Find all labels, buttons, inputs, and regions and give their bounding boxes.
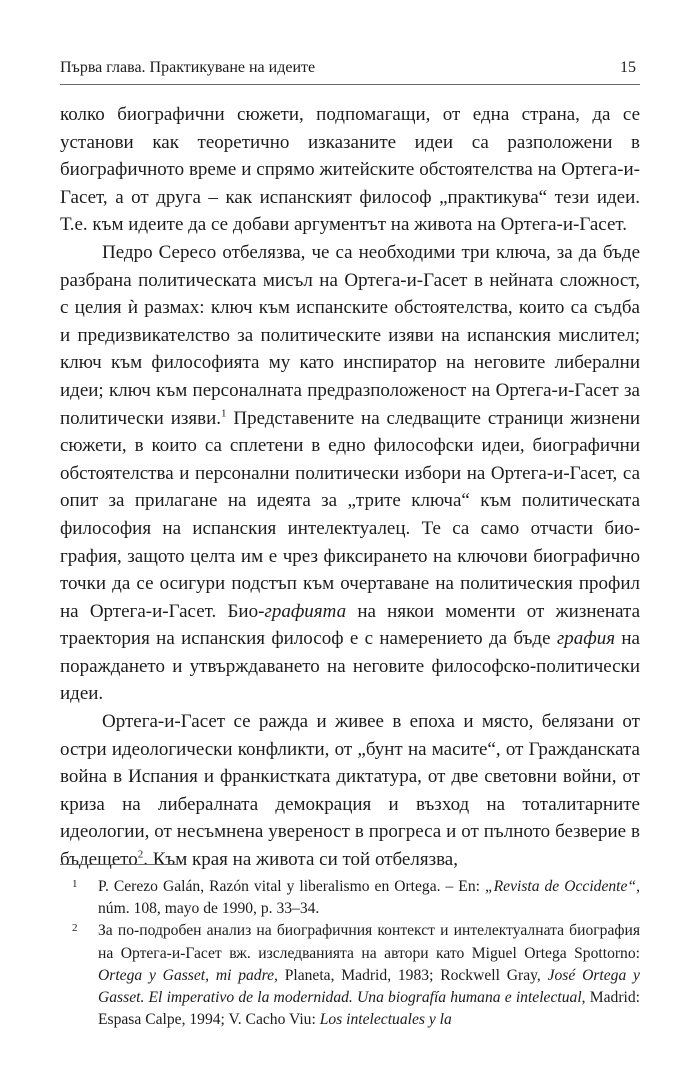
paragraph-3-text-b: . Към края на живота си той отбелязва, — [143, 849, 458, 871]
footnote-2 — [60, 920, 640, 1031]
paragraph-2-text-b: Представените на следващите страници жизнени сюжети, в които са сплетени в едно философски идеи, биографични обстоятелства и персонални политически избори на Ортега-и-Гасет, са опит за прилагане на идеята за „трите ключа“ към политическата философия на испанския интелектуалец. Те са само отчасти био-графия, защото целта им е чрез фиксирането на ключови биографично точки да се осигури подстъп към очертаване на политическия профил на Ортега-и-Гасет. Био- — [60, 407, 640, 622]
page-number: 15 — [620, 59, 636, 76]
footnotes — [60, 876, 640, 1031]
footnote-2-italic-b: José Ortega y Gasset. El imperativo de la modernidad. Una biografía humana e intelectual — [98, 966, 640, 1007]
footnote-ref-2[interactable]: 2 — [137, 848, 144, 861]
paragraph-1-text: колко биографични сюжети, подпомагащи, от една страна, да се установи как теоретично изказаните идеи са разположени в биографичното време и спрямо житейските обстоятелства на Ортега-и-Гасет, а от друга – как испанският философ „практикува“ тези идеи. Т.е. към идеите да се добави аргументът на живота на Ортега-и-Гасет. — [60, 104, 640, 236]
paragraph-3-text-a: Ортега-и-Гасет се ражда и живее в епоха и място, белязани от остри идеологически конфликти, от „бунт на масите“, от Гражданската война в Испания и франкистката диктатура, от две световни войни, от криза на либералната демокрация и възход на тоталитарните идеологии, от несъмнена увереност в прогреса и от пълното безверие в бъдещето — [60, 711, 640, 871]
footnote-1 — [60, 876, 640, 920]
footnote-2-text-a: За по-подробен анализ на биографичния контекст и интелектуалната биография на Ортега-и-Гасет вж. изследванията на автори като Miguel Ortega Spottorno: — [98, 922, 640, 962]
footnote-1-text-a: P. Cerezo Galán, Razón vital y liberalismo en Ortega. – En: — [98, 878, 485, 895]
footnote-2-italic-a: Ortega y Gasset, mi padre, — [98, 966, 278, 984]
paragraph-2 — [60, 239, 640, 708]
paragraph-2-italic-b: графия — [556, 628, 616, 650]
footnote-1-text-c: , núm. 108, mayo de 1990, p. 33–34. — [98, 878, 640, 918]
running-title: Първа глава. Практикуване на идеите — [60, 59, 316, 76]
footnote-2-text-e: , Madrid: Espasa Calpe, 1994; V. Cacho Viu: — [98, 989, 640, 1029]
footnote-2-text-c: Planeta, Madrid, 1983; Rockwell Gray, — [277, 966, 548, 984]
footnote-rule — [60, 864, 178, 865]
footnote-1-mark: 1 — [72, 878, 78, 890]
footnote-2-italic-c: Los intelectuales y la — [319, 1011, 452, 1029]
paragraph-2-text-f: на пораждането и утвърждаването на неговите философско-политически идеи. — [60, 628, 640, 705]
header-rule — [60, 84, 640, 85]
body-text — [60, 101, 640, 874]
paragraph-2-italic-a: графията — [264, 600, 347, 622]
paragraph-2-text-a: Педро Сересо отбелязва, че са необходими три ключа, за да бъде разбрана политическата мисъл на Ортега-и-Гасет в нейната сложност, с целия ѝ размах: ключ към испанските обстоятелства, които са съдба и предизвикателство за политическите изяви на испанския мислител; ключ към философията му като инспиратор на неговите либерални идеи; ключ към персоналната предразположеност на Ортега-и-Гасет за политически изяви. — [60, 241, 640, 429]
paragraph-3 — [60, 708, 640, 874]
footnote-1-italic: „Revista de Occidente“ — [484, 878, 637, 895]
footnote-ref-1[interactable]: 1 — [221, 407, 227, 420]
paragraph-1 — [60, 101, 640, 239]
footnote-2-mark: 2 — [72, 922, 78, 935]
paragraph-2-text-d: на някои моменти от жизнената траектория на испанския философ е с намерението да бъде — [60, 600, 640, 650]
